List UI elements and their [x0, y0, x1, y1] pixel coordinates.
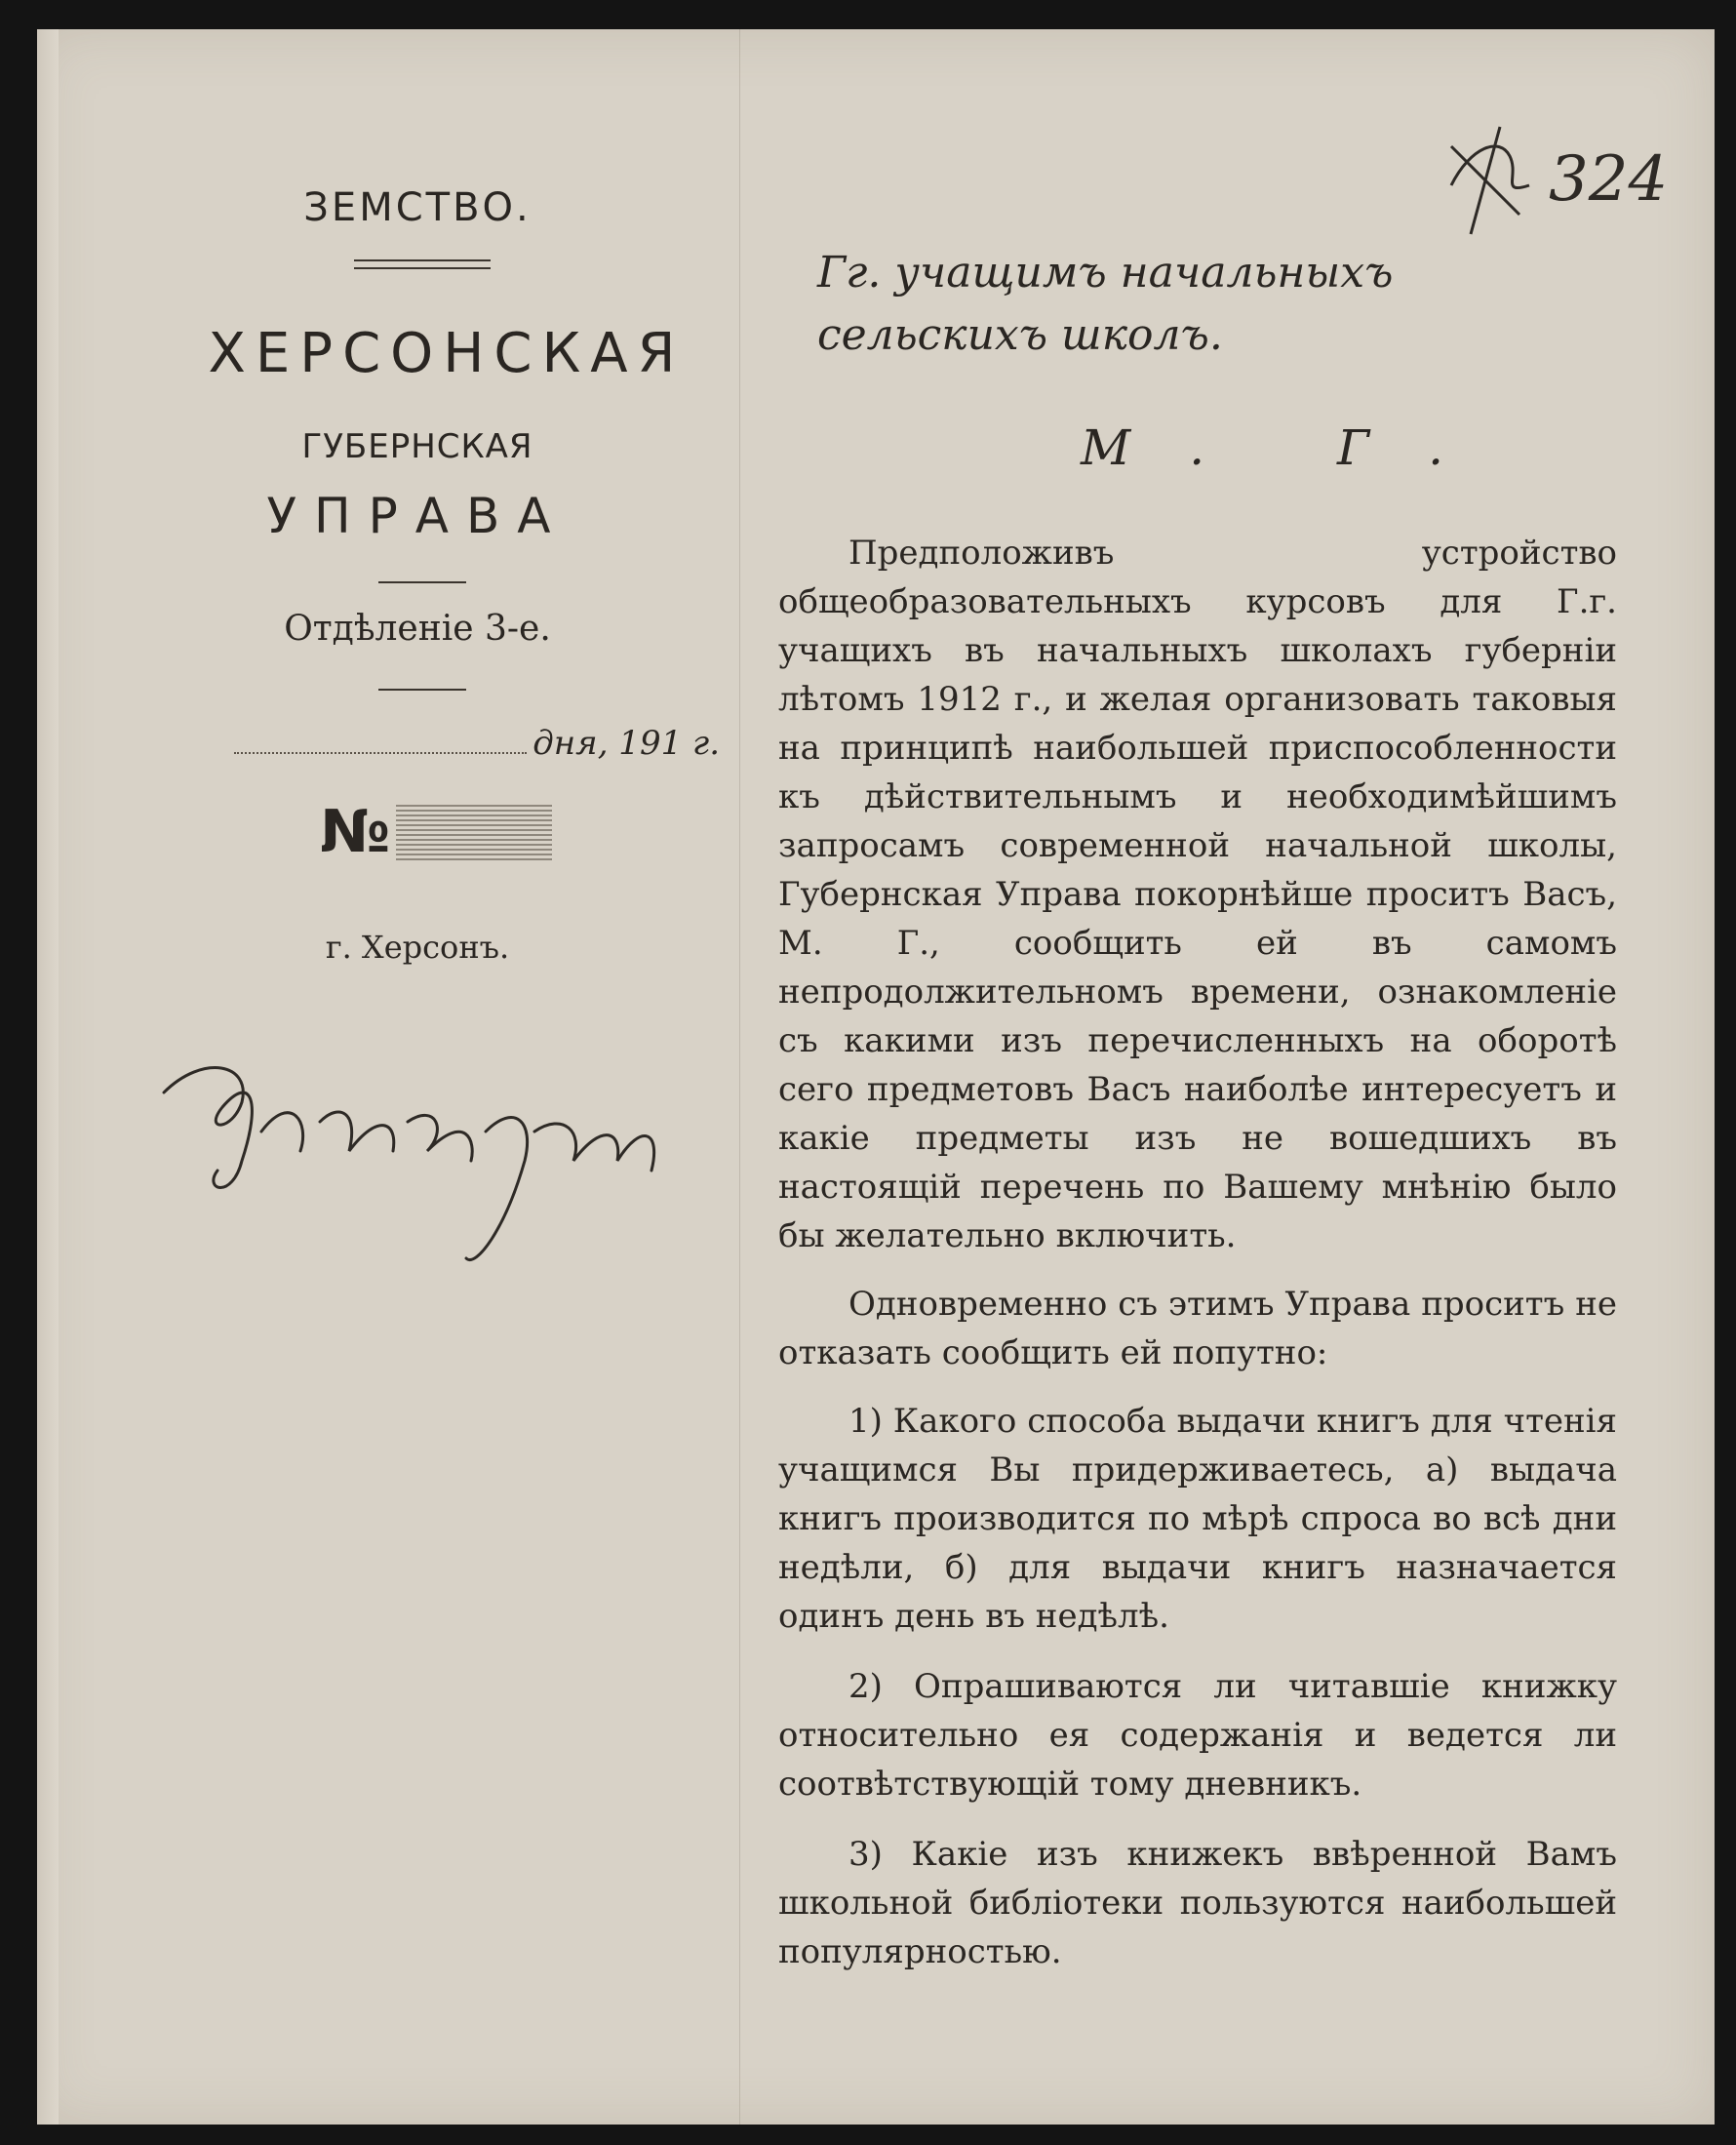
archive-number: 324: [1549, 143, 1669, 216]
date-text: дня, 191 г.: [533, 724, 720, 763]
city-label: г. Херсонъ.: [325, 929, 510, 966]
question-item: 3) Какіе изъ книжекъ ввѣренной Вамъ школьной библіотеки пользуются наибольшей популярностью.: [778, 1835, 1617, 1971]
number-sign: №: [320, 798, 391, 866]
paragraph: Одновременно съ этимъ Управа проситъ не отказать сообщить ей попутно:: [778, 1285, 1617, 1372]
number-field: [320, 798, 552, 866]
zemstvo-heading: ЗЕМСТВО.: [303, 185, 532, 230]
number-blank: [396, 804, 552, 860]
ornament-rule: [378, 689, 466, 691]
province-heading: ХЕРСОНСКАЯ: [208, 322, 686, 385]
address: М. Г.: [1081, 419, 1502, 476]
department-label: Отдѣленіе 3-е.: [284, 609, 551, 649]
double-rule: [354, 259, 491, 269]
letter-text: [778, 529, 1617, 1998]
salutation: Гг. учащимъ начальныхъ сельскихъ школъ.: [817, 248, 1394, 360]
question-item: 2) Опрашиваются ли читавшіе книжку относительно ея содержанія и ведется ли соотвѣтствующій тому дневникъ.: [778, 1667, 1617, 1804]
page-edge: [37, 29, 59, 2125]
ornament-rule: [378, 581, 466, 583]
date-blank: [234, 752, 527, 754]
question-item: 1) Какого способа выдачи книгъ для чтенія учащимся Вы придерживаетесь, а) выдача книгъ производится по мѣрѣ спроса во всѣ дни недѣли, б) для выдачи книгъ назначается одинъ день въ недѣлѣ.: [778, 1402, 1617, 1636]
board-type: ГУБЕРНСКАЯ: [301, 427, 533, 466]
paragraph: Предположивъ устройство общеобразовательныхъ курсовъ для Г.г. учащихъ въ начальныхъ школахъ губерніи лѣтомъ 1912 г., и желая организовать таковыя на принципѣ наибольшей приспособленности къ дѣйствительнымъ и необходимѣйшимъ запросамъ современной начальной школы, Губернская Управа покорнѣйше проситъ Васъ, М. Г., сообщить ей въ самомъ непродолжительномъ времени, ознакомленіе съ какими изъ перечисленныхъ на оборотѣ сего предметовъ Васъ наиболѣе интересуетъ и какіе предметы изъ не вошедшихъ въ настоящій перечень по Вашему мнѣнію было бы желательно включить.: [778, 534, 1617, 1255]
letter-body: [778, 29, 1617, 2125]
board-heading: УПРАВА: [266, 488, 569, 544]
date-line: [174, 724, 720, 763]
handwritten-signature: [144, 1014, 769, 1288]
letterhead: [115, 29, 720, 2125]
document-sheet: [37, 29, 1715, 2125]
